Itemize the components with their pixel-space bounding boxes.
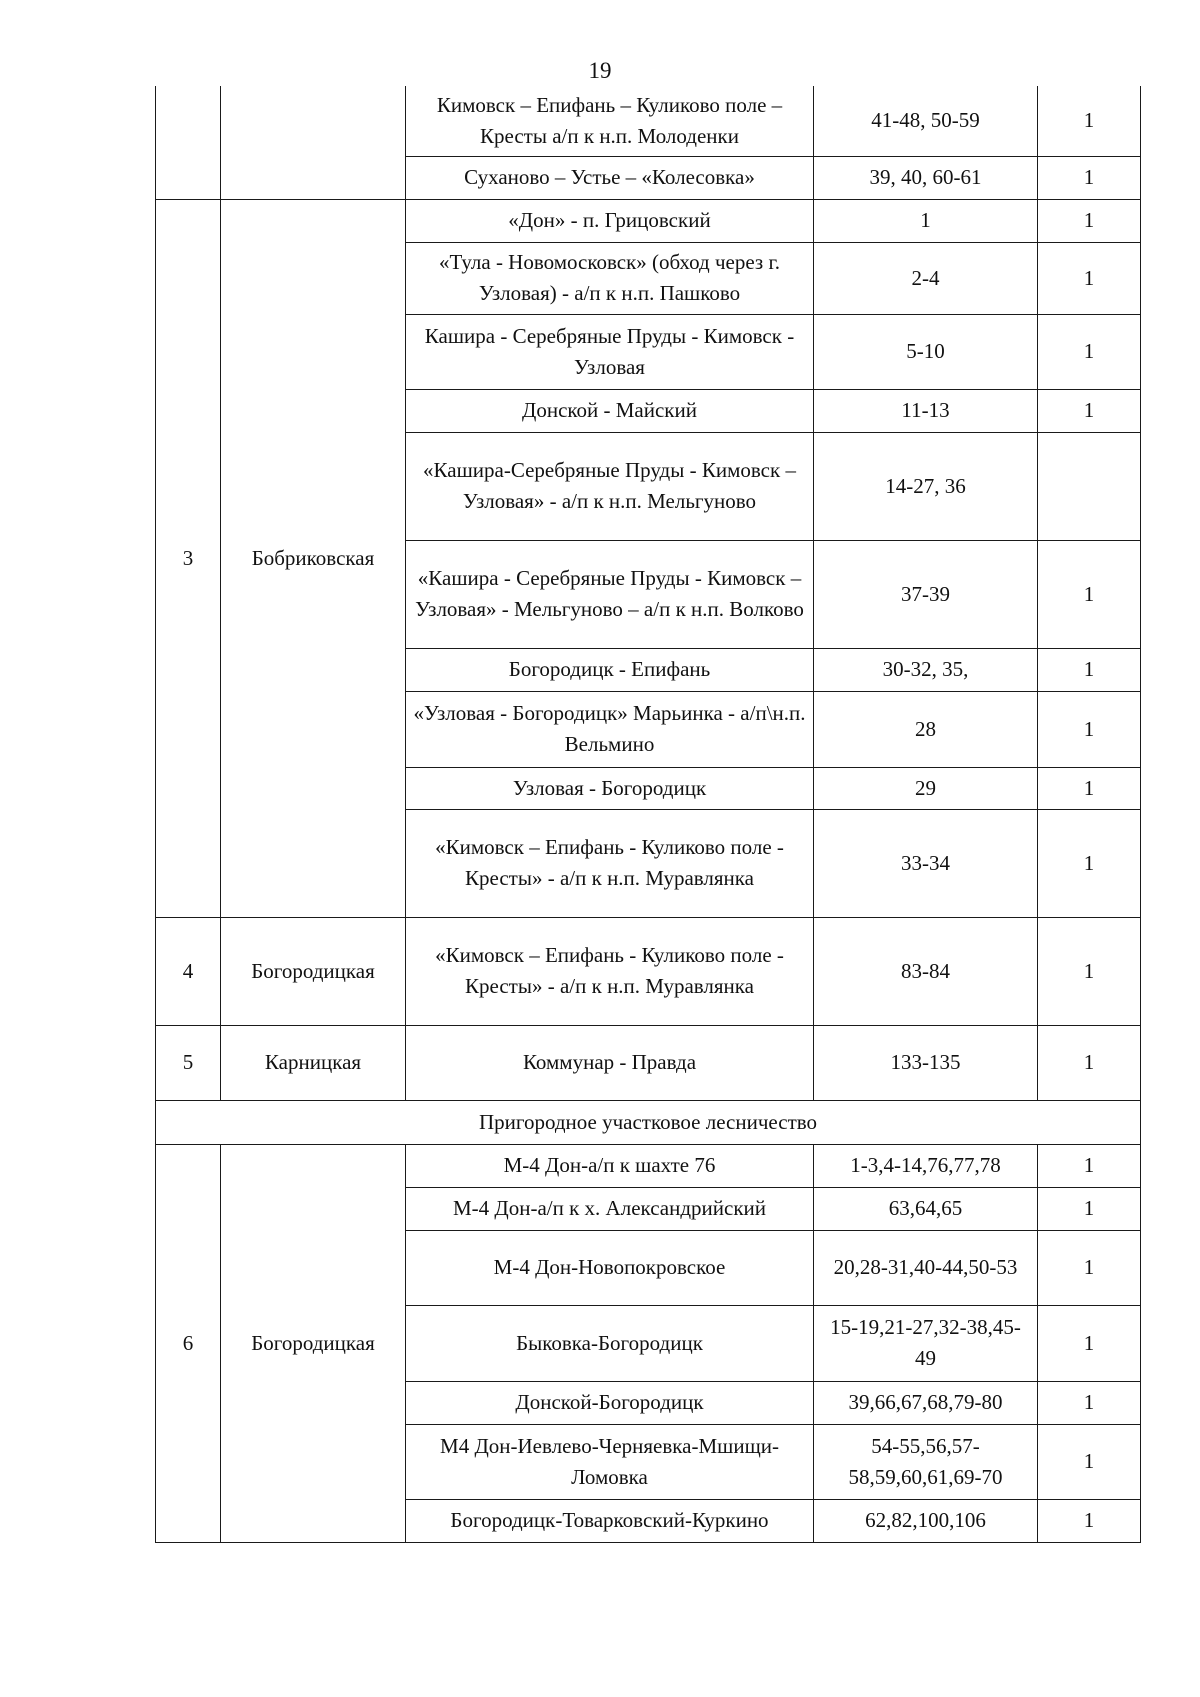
count-cell: 1 — [1038, 86, 1141, 156]
district-cell: Карницкая — [221, 1025, 406, 1100]
number-cell: 3 — [156, 199, 221, 917]
road-cell: М-4 Дон-а/п к х. Александрийский — [406, 1187, 814, 1230]
blocks-cell: 41-48, 50-59 — [814, 86, 1038, 156]
count-cell: 1 — [1038, 389, 1141, 432]
road-cell: Богородицк-Товарковский-Куркино — [406, 1499, 814, 1542]
table-row — [156, 86, 1141, 156]
blocks-cell: 1 — [814, 199, 1038, 242]
count-cell — [1038, 432, 1141, 540]
blocks-cell: 37-39 — [814, 540, 1038, 648]
blocks-cell: 5-10 — [814, 314, 1038, 389]
blocks-cell: 2-4 — [814, 242, 1038, 314]
count-cell: 1 — [1038, 1230, 1141, 1305]
count-cell: 1 — [1038, 156, 1141, 199]
count-cell: 1 — [1038, 199, 1141, 242]
number-cell: 4 — [156, 917, 221, 1025]
road-cell: «Кимовск – Епифань - Куликово поле - Кресты» - а/п к н.п. Муравлянка — [406, 917, 814, 1025]
blocks-cell: 83-84 — [814, 917, 1038, 1025]
blocks-cell: 15-19,21-27,32-38,45-49 — [814, 1305, 1038, 1381]
count-cell: 1 — [1038, 767, 1141, 809]
road-cell: «Тула - Новомосковск» (обход через г. Узловая) - а/п к н.п. Пашково — [406, 242, 814, 314]
road-cell: «Дон» - п. Грицовский — [406, 199, 814, 242]
page-number: 19 — [588, 58, 612, 83]
road-cell: Донской-Богородицк — [406, 1381, 814, 1424]
count-cell: 1 — [1038, 809, 1141, 917]
section-title: Пригородное участковое лесничество — [156, 1100, 1141, 1144]
count-cell: 1 — [1038, 648, 1141, 691]
count-cell: 1 — [1038, 691, 1141, 767]
blocks-cell: 63,64,65 — [814, 1187, 1038, 1230]
blocks-cell: 39,66,67,68,79-80 — [814, 1381, 1038, 1424]
number-cell: 5 — [156, 1025, 221, 1100]
blocks-cell: 33-34 — [814, 809, 1038, 917]
road-cell: Кашира - Серебряные Пруды - Кимовск - Узловая — [406, 314, 814, 389]
table-row — [156, 917, 1141, 1025]
road-cell: М4 Дон-Иевлево-Черняевка-Мшищи-Ломовка — [406, 1424, 814, 1499]
count-cell: 1 — [1038, 540, 1141, 648]
blocks-cell: 1-3,4-14,76,77,78 — [814, 1144, 1038, 1187]
table-row — [156, 199, 1141, 242]
blocks-cell: 14-27, 36 — [814, 432, 1038, 540]
road-cell: «Узловая - Богородицк» Марьинка - а/п\н.п. Вельмино — [406, 691, 814, 767]
count-cell: 1 — [1038, 1499, 1141, 1542]
blocks-cell: 54-55,56,57-58,59,60,61,69-70 — [814, 1424, 1038, 1499]
table-row — [156, 1100, 1141, 1144]
count-cell: 1 — [1038, 314, 1141, 389]
road-cell: М-4 Дон-а/п к шахте 76 — [406, 1144, 814, 1187]
district-cell: Бобриковская — [221, 199, 406, 917]
number-cell: 6 — [156, 1144, 221, 1542]
blocks-cell: 29 — [814, 767, 1038, 809]
blocks-cell: 20,28-31,40-44,50-53 — [814, 1230, 1038, 1305]
road-cell: Быковка-Богородицк — [406, 1305, 814, 1381]
road-cell: Кимовск – Епифань – Куликово поле – Кресты а/п к н.п. Молоденки — [406, 86, 814, 156]
district-cell: Богородицкая — [221, 1144, 406, 1542]
road-cell: «Кашира - Серебряные Пруды - Кимовск – Узловая» - Мельгуново – а/п к н.п. Волково — [406, 540, 814, 648]
district-cell: Богородицкая — [221, 917, 406, 1025]
count-cell: 1 — [1038, 242, 1141, 314]
district-cell — [221, 86, 406, 199]
blocks-cell: 133-135 — [814, 1025, 1038, 1100]
road-cell: Донской - Майский — [406, 389, 814, 432]
count-cell: 1 — [1038, 1424, 1141, 1499]
road-cell: Узловая - Богородицк — [406, 767, 814, 809]
table-row — [156, 1144, 1141, 1187]
road-cell: «Кашира-Серебряные Пруды - Кимовск – Узловая» - а/п к н.п. Мельгуново — [406, 432, 814, 540]
count-cell: 1 — [1038, 1305, 1141, 1381]
road-cell: Богородицк - Епифань — [406, 648, 814, 691]
count-cell: 1 — [1038, 1025, 1141, 1100]
count-cell: 1 — [1038, 917, 1141, 1025]
road-cell: М-4 Дон-Новопокровское — [406, 1230, 814, 1305]
blocks-cell: 30-32, 35, — [814, 648, 1038, 691]
blocks-cell: 39, 40, 60-61 — [814, 156, 1038, 199]
blocks-cell: 62,82,100,106 — [814, 1499, 1038, 1542]
number-cell — [156, 86, 221, 199]
forest-roads-table — [155, 86, 1141, 1543]
blocks-cell: 11-13 — [814, 389, 1038, 432]
blocks-cell: 28 — [814, 691, 1038, 767]
road-cell: «Кимовск – Епифань - Куликово поле - Кресты» - а/п к н.п. Муравлянка — [406, 809, 814, 917]
table-row — [156, 1025, 1141, 1100]
count-cell: 1 — [1038, 1144, 1141, 1187]
count-cell: 1 — [1038, 1381, 1141, 1424]
road-cell: Суханово – Устье – «Колесовка» — [406, 156, 814, 199]
road-cell: Коммунар - Правда — [406, 1025, 814, 1100]
count-cell: 1 — [1038, 1187, 1141, 1230]
table-body — [156, 86, 1141, 1542]
